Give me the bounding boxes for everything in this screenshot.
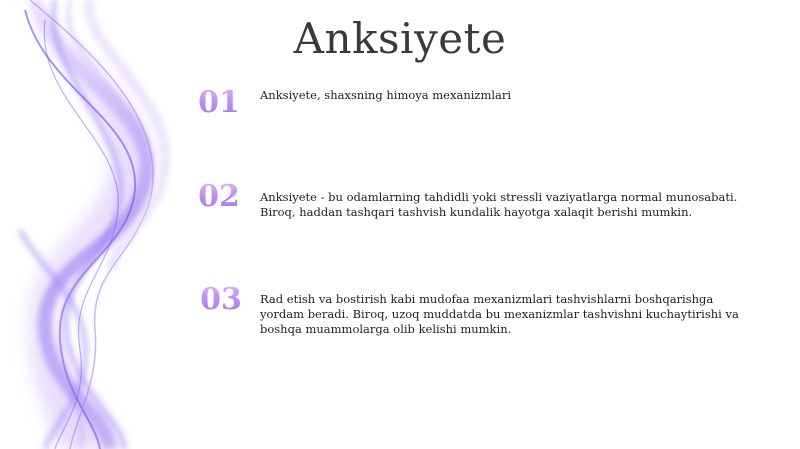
slide-title: Anksiyete <box>293 14 507 63</box>
item-text-2: Anksiyete - bu odamlarning tahdidli yoki stressli vaziyatlarga normal munosabati. Biroq, haddan tashqari tashvish kundalik hayotga xalaqit berishi mumkin. <box>260 190 738 219</box>
item-text-1: Anksiyete, shaxsning himoya mexanizmlari <box>260 88 512 102</box>
item-text-3: Rad etish va bostirish kabi mudofaa mexanizmlari tashvishlarni boshqarishga yordam beradi. Biroq, uzoq muddatda bu mexanizmlar tashvishni kuchaytirishi va boshqa muammolarga olib kelishi mumkin. <box>260 292 739 336</box>
smoke-ribbon-decoration <box>0 0 200 449</box>
item-number-1: 01 <box>184 86 254 120</box>
item-number-3: 03 <box>186 283 256 317</box>
item-number-2: 02 <box>184 180 254 214</box>
